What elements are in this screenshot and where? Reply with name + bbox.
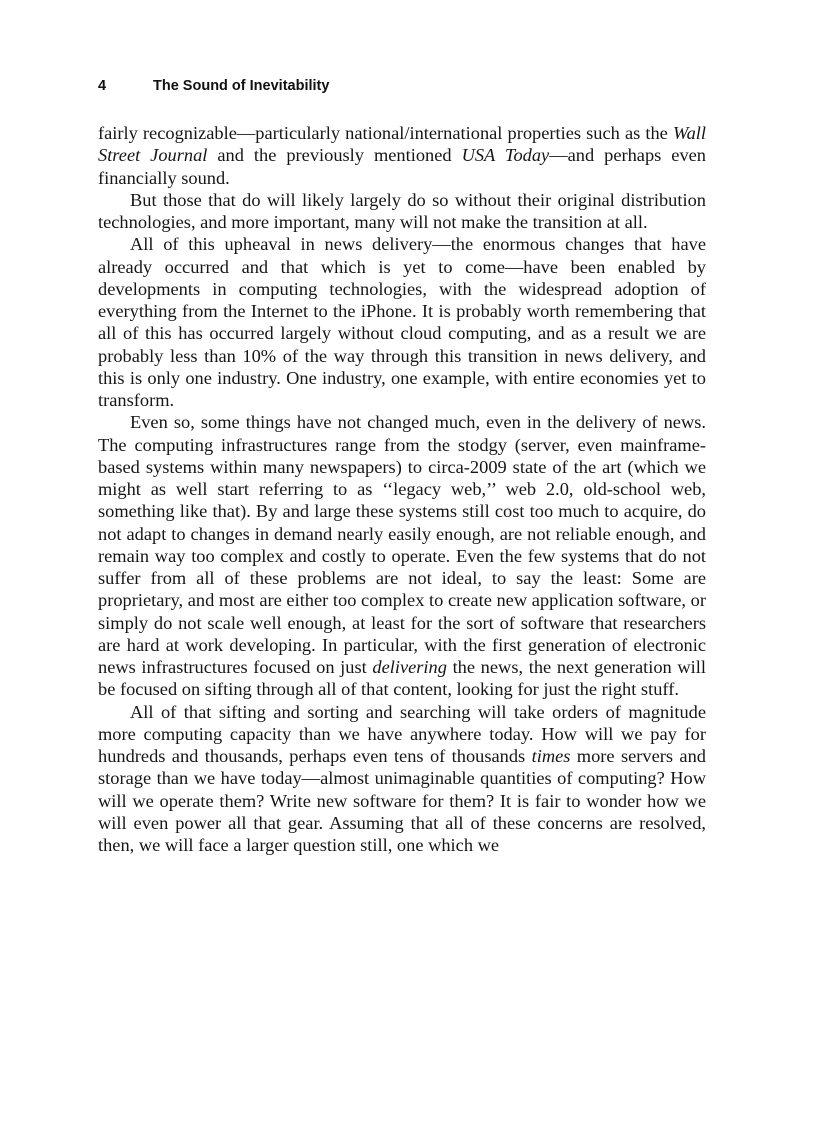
text-run: and the previously mentioned bbox=[207, 145, 462, 166]
paragraph-p4 bbox=[98, 411, 706, 700]
italic-text-run: times bbox=[531, 746, 571, 766]
text-run: fairly recognizable—particularly national/international properties such as the bbox=[98, 123, 673, 143]
italic-text-run: delivering bbox=[372, 657, 447, 677]
italic-text-run: USA Today bbox=[461, 145, 550, 166]
paragraph-p2 bbox=[98, 189, 706, 234]
paragraph-p1 bbox=[98, 122, 706, 189]
body-text bbox=[98, 122, 706, 856]
chapter-title: The Sound of Inevitability bbox=[153, 78, 330, 94]
paragraph-p3 bbox=[98, 233, 706, 411]
running-head bbox=[98, 78, 329, 94]
text-run: more servers and storage than we have today—almost unimaginable quantities of computing? How will we operate them? Write new software for them? It is fair to wonder how we will even power all that gear. Assuming that all of these concerns are resolved, then, we will face a larger question still, one which we bbox=[98, 746, 706, 855]
text-run: —and perhaps even financially sound. bbox=[98, 145, 706, 188]
page-number: 4 bbox=[98, 78, 107, 94]
text-run: All of this upheaval in news delivery—the enormous changes that have already occurred and that which is yet to come—have been enabled by developments in computing technologies, with the widespread adoption of everything from the Internet to the iPhone. It is probably worth remembering that all of this has occurred largely without cloud computing, and as a result we are probably less than 10% of the way through this transition in news delivery, and this is only one industry. One industry, one example, with entire economies yet to transform. bbox=[98, 234, 706, 410]
text-run: All of that sifting and sorting and searching will take orders of magnitude more computing capacity than we have anywhere today. How will we pay for hundreds and thousands, perhaps even tens of thousands bbox=[98, 701, 706, 766]
italic-text-run: Wall Street Journal bbox=[98, 123, 706, 166]
paragraph-p5 bbox=[98, 701, 706, 857]
text-run: But those that do will likely largely do so without their original distribution technologies, and more important, many will not make the transition at all. bbox=[98, 189, 706, 232]
text-run: Even so, some things have not changed much, even in the delivery of news. The computing infrastructures range from the stodgy (server, even mainframe-based systems within many newspapers) to circa-2009 state of the art (which we might as well start referring to as ‘‘legacy web,’’ web 2.0, old-school web, something like that). By and large these systems still cost too much to acquire, do not adapt to changes in demand nearly easily enough, are not reliable enough, and remain way too complex and costly to operate. Even the few systems that do not suffer from all of these problems are not ideal, to say the least: Some are proprietary, and most are either too complex to create new application software, or simply do not scale well enough, at least for the sort of software that researchers are hard at work developing. In particular, with the first generation of electronic news infrastructures focused on just bbox=[98, 412, 706, 677]
text-run: the news, the next generation will be focused on sifting through all of that content, looking for just the right stuff. bbox=[98, 657, 706, 700]
